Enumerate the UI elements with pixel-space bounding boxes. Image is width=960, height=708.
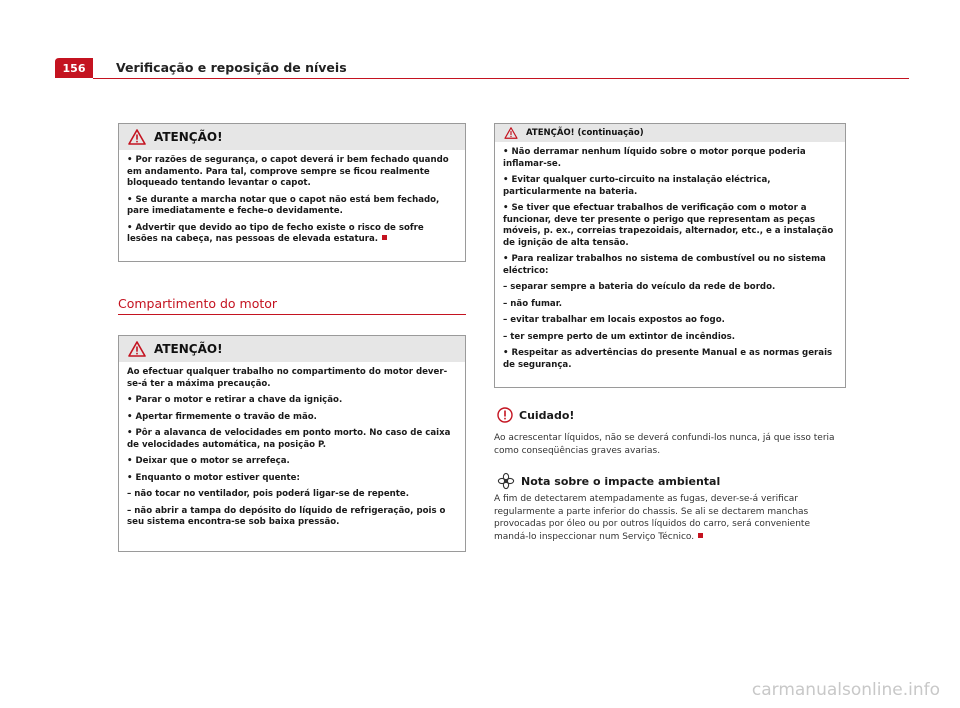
warning-title: ATENÇÃO! (continuação)	[526, 128, 644, 138]
warning-paragraph: – evitar trabalhar em locais expostos ao fogo.	[503, 315, 725, 325]
warning-paragraph: • Não derramar nenhum líquido sobre o motor porque poderia inflamar-se.	[503, 147, 806, 169]
warning-paragraph: – ter sempre perto de um extintor de incêndios.	[503, 331, 736, 342]
warning-paragraph: • Para realizar trabalhos no sistema de combustível ou no sistema eléctrico:	[503, 254, 826, 276]
warning-box-header	[495, 124, 845, 142]
warning-title: ATENÇÃO!	[154, 342, 223, 356]
warning-paragraph: • Deixar que o motor se arrefeça.	[127, 456, 290, 466]
warning-paragraph: – não tocar no ventilador, pois poderá ligar-se de repente.	[127, 489, 409, 499]
warning-triangle-icon	[504, 127, 518, 139]
warning-body	[119, 362, 465, 535]
warning-paragraph: – separar sempre a bateria do veículo da rede de bordo.	[503, 282, 776, 292]
end-of-section-marker	[382, 235, 387, 240]
warning-box-header	[119, 336, 465, 362]
chapter-title: Verificação e reposição de níveis	[116, 60, 347, 75]
warning-paragraph: • Apertar firmemente o travão de mão.	[127, 411, 317, 422]
caution-circle-icon	[497, 407, 513, 423]
end-of-section-marker	[698, 533, 703, 538]
environment-title: Nota sobre o impacte ambiental	[521, 474, 721, 488]
warning-box-header	[119, 124, 465, 150]
warning-body	[119, 150, 465, 252]
caution-heading	[497, 407, 574, 423]
warning-paragraph: • Pôr a alavanca de velocidades em ponto morto. No caso de caixa de velocidades automática, na posição P.	[127, 428, 451, 450]
warning-paragraph: • Evitar qualquer curto-circuito na instalação eléctrica, particularmente na bateria.	[503, 175, 771, 197]
warning-paragraph: • Se durante a marcha notar que o capot não está bem fechado, pare imediatamente e feche-o devidamente.	[127, 194, 440, 216]
environment-text: A fim de detectarem atempadamente as fugas, dever-se-á verificar regularmente a parte inferior do chassis. Se ali se dectarem manchas provocadas por óleo ou por outros líquidos do carro, será conveniente mandá-lo inspeccionar num Serviço Técnico.	[494, 494, 810, 542]
caution-title: Cuidado!	[519, 408, 575, 422]
warning-triangle-icon	[128, 129, 146, 145]
watermark: carmanualsonline.info	[751, 680, 940, 700]
caution-text: Ao acrescentar líquidos, não se deverá confundi-los nunca, já que isso teria como conseqüências graves avarias.	[494, 433, 835, 456]
environment-flower-icon	[497, 472, 515, 490]
warning-triangle-icon	[128, 341, 146, 357]
warning-title: ATENÇÃO!	[154, 130, 223, 144]
section-divider	[118, 314, 466, 315]
warning-box-hood	[118, 123, 466, 262]
section-title: Compartimento do motor	[118, 296, 278, 311]
warning-paragraph: • Por razões de segurança, o capot deverá ir bem fechado quando em andamento. Para tal, comprove sempre se ficou realmente bloqueado tentando levantar o capot.	[127, 155, 449, 188]
warning-box-continuation	[494, 123, 846, 388]
warning-paragraph: • Se tiver que efectuar trabalhos de verificação com o motor a funcionar, deve ter presente o perigo que representam as peças móveis, p. ex., correias trapezoidais, alternador, etc., e a instalação de ignição de alta tensão.	[503, 203, 834, 248]
page-number: 156	[62, 61, 86, 75]
warning-paragraph: – não abrir a tampa do depósito do líquido de refrigeração, pois o seu sistema encontra-se sob baixa pressão.	[127, 505, 446, 527]
warning-paragraph: • Enquanto o motor estiver quente:	[127, 472, 300, 483]
warning-box-engine	[118, 335, 466, 552]
warning-paragraph: • Parar o motor e retirar a chave da ignição.	[127, 395, 343, 405]
environment-heading	[497, 472, 720, 490]
warning-body	[495, 142, 845, 377]
warning-paragraph: • Advertir que devido ao tipo de fecho existe o risco de sofre lesões na cabeça, nas pessoas de elevada estatura.	[127, 222, 424, 244]
warning-paragraph: – não fumar.	[503, 298, 562, 309]
warning-paragraph: Ao efectuar qualquer trabalho no compartimento do motor dever-se-á ter a máxima precaução.	[127, 367, 448, 389]
header-divider	[93, 78, 909, 79]
warning-paragraph: • Respeitar as advertências do presente Manual e as normas gerais de segurança.	[503, 348, 833, 370]
